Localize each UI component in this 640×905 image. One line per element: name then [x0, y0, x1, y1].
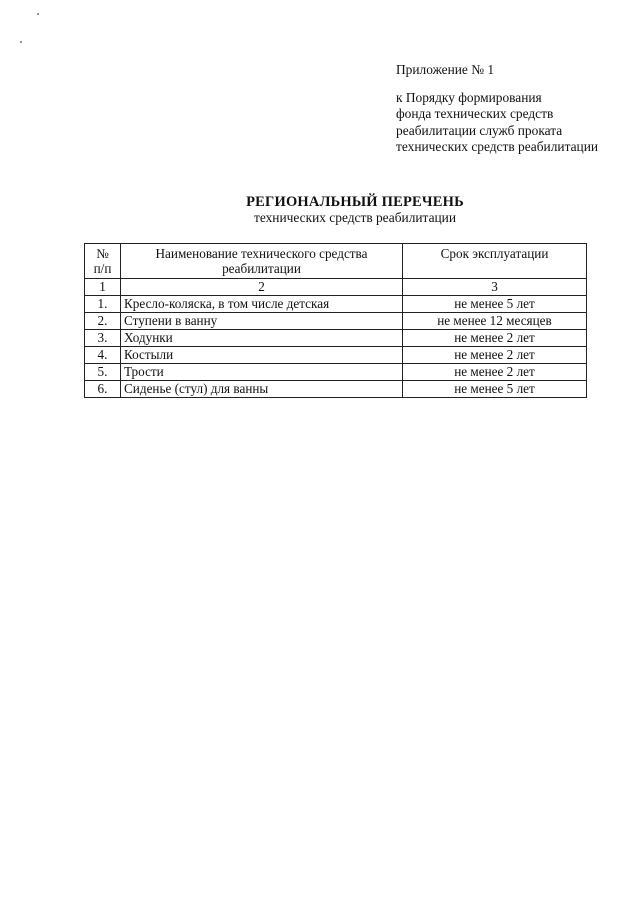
- column-number-row: [85, 279, 587, 296]
- row-term: не менее 12 месяцев: [403, 313, 587, 330]
- header-name-line2: реабилитации: [222, 261, 301, 276]
- appendix-heading: Приложение № 1: [396, 62, 495, 77]
- header-term-label: Срок эксплуатации: [440, 246, 549, 261]
- row-name: Ступени в ванну: [121, 313, 403, 330]
- column-number: 2: [121, 279, 403, 296]
- row-number: 3.: [85, 330, 121, 347]
- row-name: Кресло-коляска, в том числе детская: [121, 296, 403, 313]
- row-number: 5.: [85, 364, 121, 381]
- column-number: 1: [85, 279, 121, 296]
- scan-speck: [20, 41, 22, 43]
- row-term: не менее 5 лет: [403, 296, 587, 313]
- document-title: РЕГИОНАЛЬНЫЙ ПЕРЕЧЕНЬ: [246, 194, 464, 210]
- row-number: 2.: [85, 313, 121, 330]
- row-name: Ходунки: [121, 330, 403, 347]
- appendix-line: технических средств реабилитации: [396, 139, 599, 154]
- table-row: [85, 347, 587, 364]
- row-term: не менее 2 лет: [403, 347, 587, 364]
- row-name: Сиденье (стул) для ванны: [121, 381, 403, 398]
- header-num-line2: п/п: [93, 261, 112, 276]
- appendix-line: к Порядку формирования: [396, 89, 542, 105]
- scan-speck: [37, 13, 39, 15]
- row-term: не менее 2 лет: [403, 364, 587, 381]
- table-header-row: [85, 244, 587, 279]
- row-name: Трости: [121, 364, 403, 381]
- column-number: 3: [403, 279, 587, 296]
- header-num: [85, 244, 121, 279]
- document-subtitle: технических средств реабилитации: [253, 210, 457, 225]
- table-row: [85, 296, 587, 313]
- rehab-means-table: [84, 243, 587, 398]
- appendix-line: реабилитации служб проката: [396, 122, 563, 138]
- header-name-line1: Наименование технического средства: [155, 246, 368, 261]
- header-name: [121, 244, 403, 279]
- appendix-block: [396, 62, 598, 156]
- row-term: не менее 2 лет: [403, 330, 587, 347]
- row-term: не менее 5 лет: [403, 381, 587, 398]
- table-row: [85, 381, 587, 398]
- table-row: [85, 364, 587, 381]
- row-number: 6.: [85, 381, 121, 398]
- row-name: Костыли: [121, 347, 403, 364]
- table-row: [85, 313, 587, 330]
- table-row: [85, 330, 587, 347]
- header-term: [403, 244, 587, 279]
- row-number: 4.: [85, 347, 121, 364]
- row-number: 1.: [85, 296, 121, 313]
- appendix-line: фонда технических средств: [396, 106, 554, 121]
- header-num-line1: №: [96, 246, 109, 261]
